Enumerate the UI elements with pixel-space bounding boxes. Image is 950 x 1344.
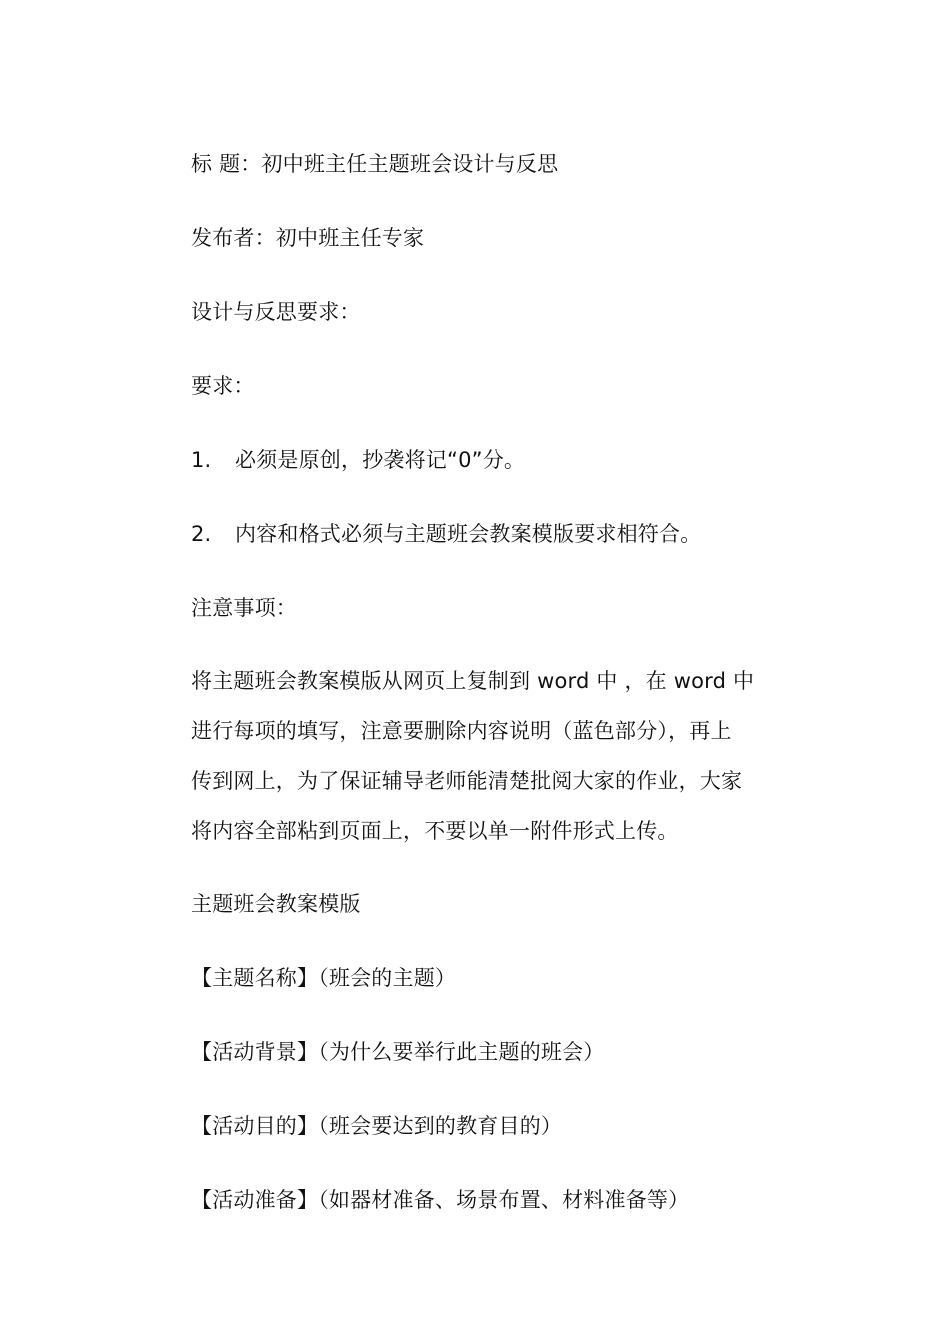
title-line: 标 题：初中班主任主题班会设计与反思 <box>191 152 559 176</box>
notes-paragraph-line: 将内容全部粘到页面上，不要以单一附件形式上传。 <box>191 819 679 843</box>
template-heading: 主题班会教案模版 <box>191 892 361 916</box>
template-item-label: 【活动目的】 <box>191 1114 319 1138</box>
requirement-text: 内容和格式必须与主题班会教案模版要求相符合。 <box>235 522 702 546</box>
notes-paragraph-line: 将主题班会教案模版从网页上复制到 word 中 ，在 word 中 <box>191 669 755 693</box>
notes-heading: 注意事项： <box>191 596 297 620</box>
template-item-desc: （班会要达到的教育目的） <box>318 1114 563 1138</box>
template-item-label: 【主题名称】 <box>191 966 319 990</box>
template-item-background <box>191 1038 605 1066</box>
notes-paragraph <box>191 656 766 856</box>
template-item-desc: （如器材准备、场景布置、材料准备等） <box>318 1188 690 1212</box>
requirement-text: 必须是原创，抄袭将记“0”分。 <box>235 448 526 472</box>
template-item-label: 【活动准备】 <box>191 1188 319 1212</box>
requirements-label: 要求： <box>191 374 255 398</box>
notes-paragraph-line: 传到网上，为了保证辅导老师能清楚批阅大家的作业，大家 <box>191 769 743 793</box>
template-item-desc: （班会的主题） <box>318 966 457 990</box>
requirements-heading: 设计与反思要求： <box>191 300 361 324</box>
notes-paragraph-line: 进行每项的填写，注意要删除内容说明（蓝色部分），再上 <box>191 719 732 743</box>
template-item-purpose <box>191 1112 562 1140</box>
template-item-label: 【活动背景】 <box>191 1040 319 1064</box>
requirement-item <box>191 520 701 548</box>
publisher-line: 发布者：初中班主任专家 <box>191 226 425 250</box>
requirement-number: 1. <box>191 448 212 472</box>
template-item-topic <box>191 964 456 992</box>
requirement-number: 2. <box>191 522 212 546</box>
template-item-desc: （为什么要举行此主题的班会） <box>318 1040 605 1064</box>
template-item-preparation <box>191 1186 689 1214</box>
requirement-item <box>191 446 525 474</box>
